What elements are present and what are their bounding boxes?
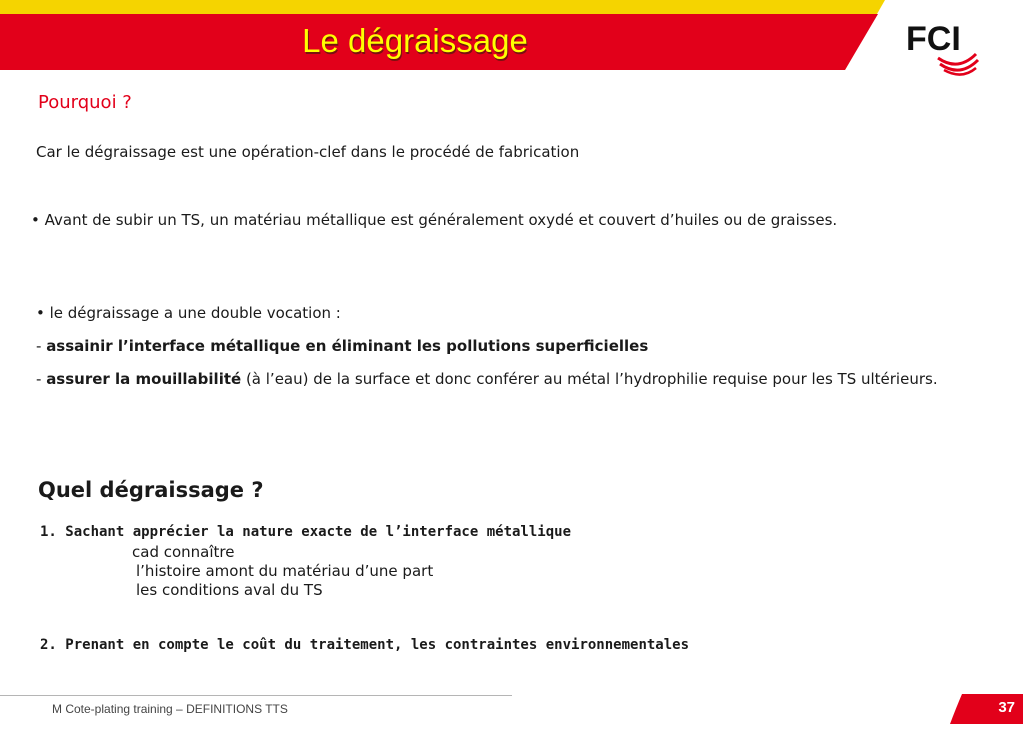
footer-text: M Cote-plating training – DEFINITIONS TTS (52, 702, 288, 716)
item-1: 1. Sachant apprécier la nature exacte de l’interface métallique (40, 524, 572, 540)
bullet-double-vocation: • le dégraissage a une double vocation : (36, 304, 341, 322)
slide-title: Le dégraissage (302, 22, 528, 59)
question-heading: Quel dégraissage ? (38, 478, 264, 502)
point-mouillabilite: - assurer la mouillabilité (à l’eau) de la surface et donc conférer au métal l’hydrophilie requise pour les TS ultérieurs. (36, 370, 938, 388)
svg-text:FCI: FCI (906, 20, 961, 58)
item-1-sub-history: l’histoire amont du matériau d’une part (136, 562, 434, 580)
page-number: 37 (998, 699, 1015, 716)
footer-divider (0, 695, 512, 696)
item-1-sub-conditions: les conditions aval du TS (136, 581, 323, 599)
section-subtitle: Pourquoi ? (38, 92, 132, 113)
bullet-oxidation: • Avant de subir un TS, un matériau métallique est généralement oxydé et couvert d’huiles ou de graisses. (31, 211, 838, 229)
intro-text: Car le dégraissage est une opération-clef dans le procédé de fabrication (36, 143, 580, 161)
item-1-sub: cad connaître (132, 543, 235, 561)
point-assainir: - assainir l’interface métallique en éliminant les pollutions superficielles (36, 337, 649, 355)
fci-logo (900, 14, 980, 80)
item-2: 2. Prenant en compte le coût du traitement, les contraintes environnementales (40, 637, 690, 653)
